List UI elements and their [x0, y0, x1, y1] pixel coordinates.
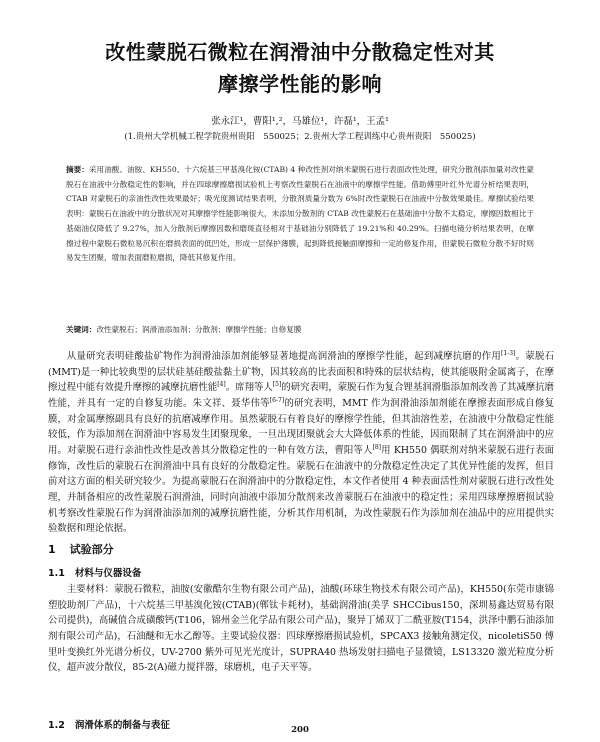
section-heading [48, 541, 114, 557]
abstract-label: 摘要： [66, 165, 89, 174]
intro-text: 从量研究表明硅酸盐矿物作为润滑油添加剂能够显著地提高润滑油的摩擦学性能，起到减摩抗磨的作用 [66, 351, 502, 362]
subsection-number: 1.1 [48, 568, 65, 579]
citation: [6-7] [269, 396, 285, 404]
subsection-number: 1.2 [48, 720, 65, 731]
citation: [4] [217, 381, 226, 389]
affiliation: (1.贵州大学机械工程学院贵州贵阳 550025；2.贵州大学工程训练中心贵州贵阳 550025) [124, 132, 476, 142]
intro-text: 的研究表明，蒙脱石作为复合锂基润滑脂添加剂改善了其减摩抗磨性能，并具有一定的自修复功能。朱文祥、聂华伟等 [48, 382, 554, 409]
intro-text: 。席翔等人 [225, 382, 273, 394]
page-number: 200 [291, 725, 309, 735]
title-line-1: 改性蒙脱石微粒在润滑油中分散稳定性对其 [105, 40, 495, 64]
citation: [8] [372, 443, 381, 451]
title-line-2: 摩擦学性能的影响 [218, 72, 382, 96]
intro-text: 用 KH550 偶联剂对纳米蒙脱石进行表面修饰，改性后的蒙脱石在润滑油中具有良好的分散稳定性。蒙脱石在油液中的分散稳定性决定了其优异性能的发挥，但目前对这方面的相关研究较少。为提高蒙脱石在润滑油中的分散稳定性，本文作者使用 4 种表面活性剂对蒙脱石进行改性处理，并制备相应的改性蒙脱石润滑油，同时向油液中添加分散剂来改善蒙脱石在油液中的稳定性；采用四球摩擦磨损试验机考察改性蒙脱石作为润滑油添加剂的减摩抗磨性能，分析其作用机制，为改性蒙脱石作为添加剂在油品中的应用提供实验数据和理论依据。 [48, 444, 554, 535]
abstract [66, 163, 534, 266]
paper-title [40, 36, 560, 100]
citation: [1-3] [501, 349, 516, 357]
materials-paragraph: 主要材料：蒙脱石微粒，油胺(安徽酷尔生物有限公司产品)，油酸(环球生物技术有限公司产品)，KH550(东莞市康锦塑胶助剂厂产品)，十六烷基三甲基溴化铵(CTAB)(郸钛卡耗材)，基础润滑油(美孚 SHCCibus150，深圳易鑫达贸易有限公司提供)，高碱值合成磺酸钙(T106，锦州金兰化学品有限公司产品)，聚异丁烯双丁二酰亚胺(T154，洪泽中鹏石油添加剂有限公司产品)，石油醚和无水乙醇等。主要试验仪器：四球摩擦磨损试验机，SPCAX3 接触角测定仪，nicoletiS50 傅里叶变换红外光谱分析仪，UV-2700 紫外可见光光度计，SUPRA40 热场发射扫描电子显微镜，LS13320 激光粒度分析仪，超声波分散仪，85-2(A)磁力搅拌器，球磨机，电子天平等。 [48, 584, 554, 674]
subsection-title: 材料与仪器设备 [74, 568, 142, 579]
keywords [66, 323, 534, 336]
intro-text: 。蒙脱石(MMT)是一种比较典型的层状硅基硅酸盐黏土矿物，因其较高的比表面积和特殊的层状结构，使其能吸附金属离子，在摩擦过程中能有效提升摩擦的减摩抗磨性能 [48, 351, 554, 394]
citation: [5] [272, 381, 282, 389]
section-number: 1 [48, 543, 56, 556]
intro-text: 的研究表明，MMT 作为润滑油添加剂能在摩擦表面形成自修复膜，对金属摩擦副具有良好的抗磨减摩作用。虽然蒙脱石有着良好的摩擦学性能，但其油溶性差，在油液中分散稳定性能较低，作为添加剂在润滑油中容易发生团聚现象，一旦出现团聚就会大大降低体系的性能，因而限制了其在润滑油中的应用。对蒙脱石进行亲油性改性是改善其分散稳定性的一种有效方法，曹阳等人 [48, 397, 554, 456]
abstract-text: 采用油酸、油胺、KH550、十六烷基三甲基溴化铵(CTAB) 4 种改性剂对纳米蒙脱石进行表面改性处理，研究分散剂添加量对改性蒙脱石在油液中分散稳定性的影响，并在四球摩擦磨损试验机上考察改性蒙脱石在油液中的摩擦学性能。借助傅里叶红外光谱分析结果表明，CTAB 对蒙脱石的亲油性改性效果最好；吸光度测试结果表明，分散剂质量分数为 6%时改性蒙脱石在油液中分散效果最佳。摩擦试验结果表明：蒙脱石在油液中的分散状况对其摩擦学性能影响很大，未添加分散剂的 CTAB 改性蒙脱石在基础油中分散不太稳定，摩擦因数相比于基础油仅降低了 9.27%，加入分散剂后摩擦因数和磨斑直径相对于基础油分别降低了 19.21%和 40.29%。扫描电镜分析结果表明，在摩擦过程中蒙脱石微粒易沉积在磨损表面的低凹处，形成一层保护薄膜，起到降低接触面摩擦和一定的修复作用，但蒙脱石微粒分散不好时则易发生团聚，增加表面磨粒磨损，降低其修复作用。 [66, 165, 534, 263]
subsection-heading [48, 565, 141, 579]
section-title: 试验部分 [69, 543, 114, 556]
keywords-text: 改性蒙脱石；润滑油添加剂；分散剂；摩擦学性能；自修复膜 [96, 325, 302, 334]
introduction-paragraph [48, 349, 554, 537]
keywords-label: 关键词： [66, 325, 97, 334]
author-list: 张永江¹，曹阳¹,²，马雄位¹，许磊¹，王孟¹ [211, 116, 389, 127]
subsection-title: 润滑体系的制备与表征 [74, 720, 170, 731]
